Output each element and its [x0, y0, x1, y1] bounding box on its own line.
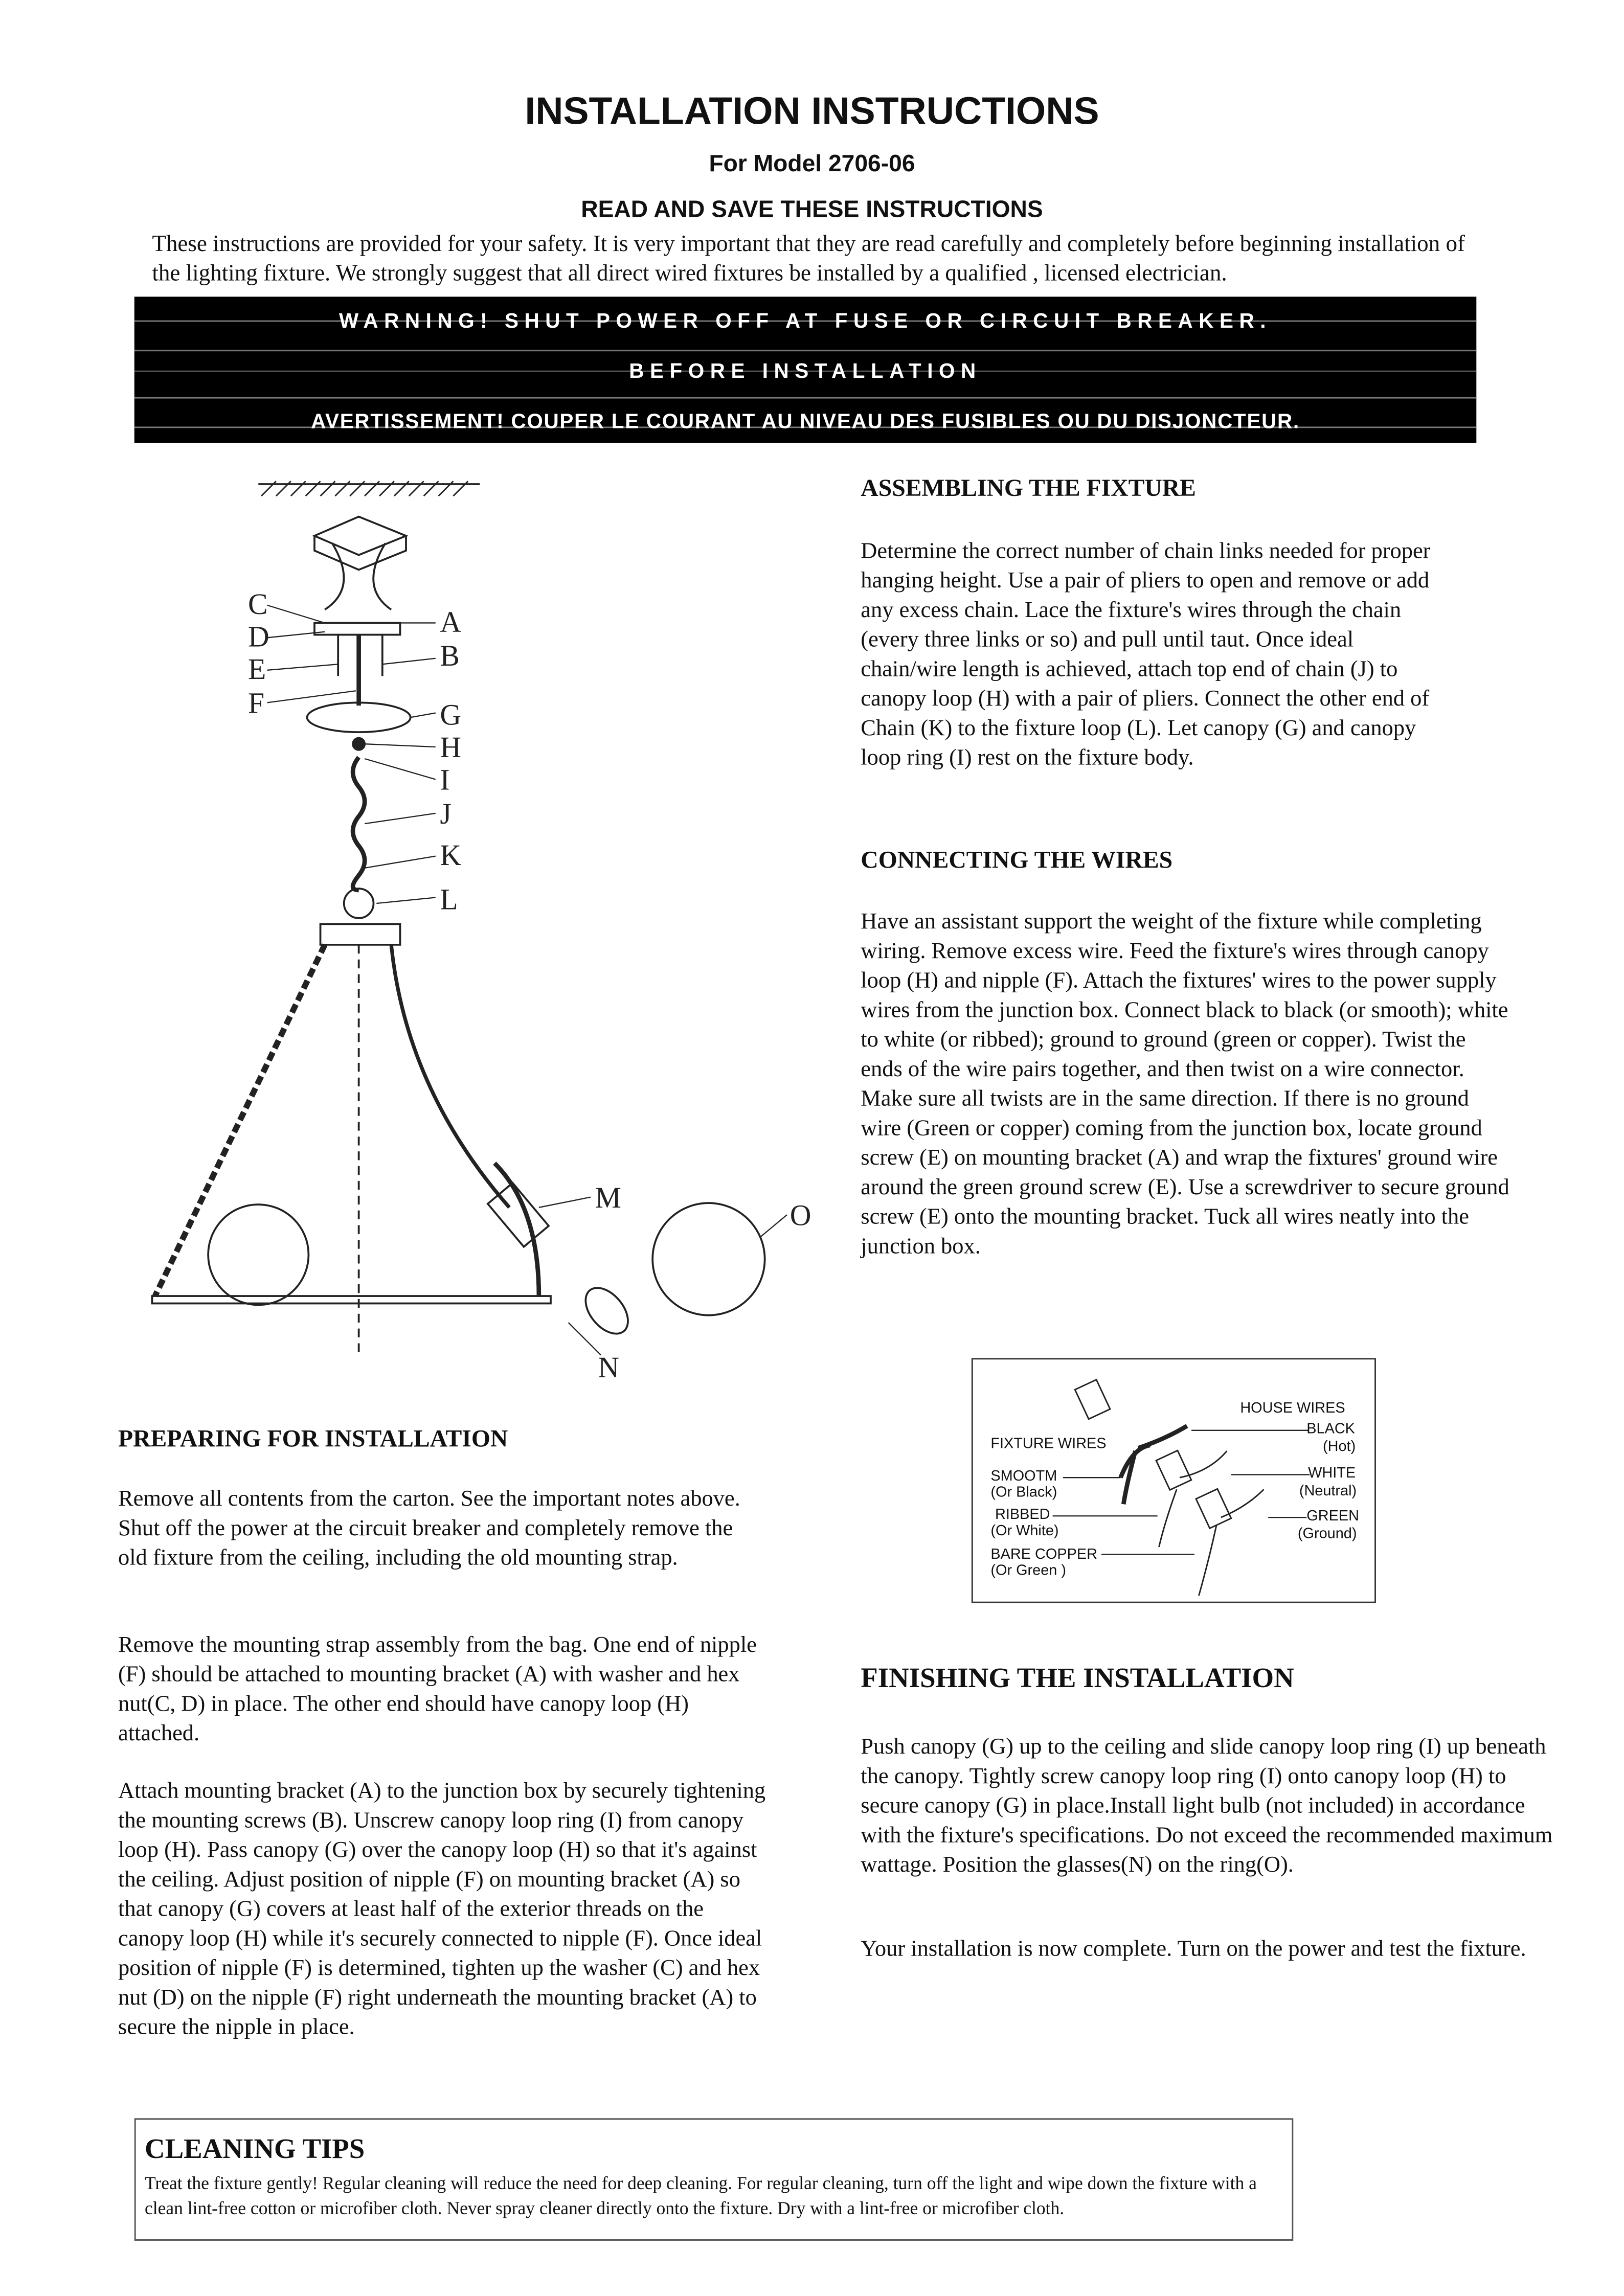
black-label: BLACK [1306, 1421, 1355, 1438]
finishing-heading: FINISHING THE INSTALLATION [861, 1663, 1294, 1695]
or-white-label: (Or White) [990, 1523, 1059, 1540]
fixture-wires-label: FIXTURE WIRES [990, 1436, 1107, 1453]
smooth-label: SMOOTM [990, 1468, 1057, 1485]
warning-banner [134, 297, 1477, 443]
svg-text:B: B [440, 640, 460, 673]
bare-copper-label: BARE COPPER [990, 1547, 1097, 1563]
svg-text:N: N [598, 1351, 620, 1384]
hot-label: (Hot) [1323, 1439, 1356, 1456]
svg-text:J: J [440, 798, 452, 831]
or-green-label: (Or Green ) [990, 1563, 1066, 1580]
warning-line-1: WARNING! SHUT POWER OFF AT FUSE OR CIRCUIT BREAKER. [339, 308, 1272, 332]
ribbed-label: RIBBED [995, 1507, 1050, 1524]
cleaning-text: Treat the fixture gently! Regular cleaning will reduce the need for deep cleaning. For regular cleaning, turn off the light and wipe down the fixture with a clean lint-free cotton or microfiber cloth. Never spray cleaner directly onto the fixture. Dry with a lint-free or microfiber cloth. [144, 2173, 1257, 2219]
finishing-text-1: Push canopy (G) up to the ceiling and slide canopy loop ring (I) up beneath the canopy. Tightly screw canopy loop ring (I) onto canopy loop (H) to secure canopy (G) in place.Install light bulb (not included) in accordance with the fixture's specifications. Do not exceed the recommended maximum wattage. Position the glasses(N) on the ring(O). [861, 1734, 1553, 1878]
ground-label: (Ground) [1297, 1526, 1357, 1543]
connecting-heading: CONNECTING THE WIRES [861, 846, 1173, 874]
intro-text: These instructions are provided for your safety. It is very important that they are read carefully and completely before beginning installation of the lighting fixture. We strongly suggest that all direct wired fixtures be installed by a qualified , licensed electrician. [152, 232, 1465, 287]
svg-text:K: K [440, 839, 462, 872]
cleaning-tips-box [134, 2118, 1294, 2241]
preparing-text-3: Attach mounting bracket (A) to the junction box by securely tightening the mounting screws (B). Unscrew canopy loop ring (I) from canopy loop (H). Pass canopy (G) over the canopy loop (H) so that it's against the ceiling. Adjust position of nipple (F) on mounting bracket (A) so that canopy (G) covers at least half of the exterior threads on the canopy loop (H) while it's securely connected to nipple (F). Once ideal position of nipple (F) is determined, tighten up the washer (C) and hex nut (D) on the nipple (F) right underneath the mounting bracket (A) to secure the nipple in place. [118, 1779, 766, 2040]
glass-shade [208, 1204, 308, 1305]
svg-text:F: F [248, 687, 265, 720]
model-subtitle: For Model 2706-06 [709, 152, 915, 177]
svg-text:A: A [440, 606, 462, 639]
warning-line-2: BEFORE INSTALLATION [629, 358, 982, 382]
assembling-heading: ASSEMBLING THE FIXTURE [861, 473, 1196, 502]
read-save-heading: READ AND SAVE THESE INSTRUCTIONS [581, 197, 1043, 223]
svg-text:E: E [248, 653, 266, 686]
cleaning-heading: CLEANING TIPS [144, 2134, 365, 2166]
svg-text:I: I [440, 764, 450, 797]
finishing-text-2: Your installation is now complete. Turn on the power and test the fixture. [861, 1937, 1526, 1962]
white-label: WHITE [1308, 1466, 1356, 1482]
fixture-exploded-diagram [140, 469, 834, 1392]
neutral-label: (Neutral) [1299, 1483, 1357, 1500]
wiring-diagram [972, 1358, 1376, 1603]
canopy [307, 702, 411, 732]
connecting-text: Have an assistant support the weight of the fixture while completing wiring. Remove excess wire. Feed the fixture's wires through canopy loop (H) and nipple (F). Attach the fixtures' wires to the power supply wires from the junction box. Connect black to black (or smooth); white to white (or ribbed); ground to ground (green or copper). Twist the ends of the wire pairs together, and then twist on a wire connector. Make sure all twists are in the same direction. If there is no ground wire (Green or copper) coming from the junction box, locate ground screw (E) on mounting bracket (A) and wrap the fixtures' ground wire around the green ground screw (E). Use a screwdriver to secure ground screw (E) onto the mounting bracket. Tuck all wires neatly into the junction box. [861, 909, 1509, 1259]
svg-text:M: M [595, 1181, 621, 1214]
warning-line-3: AVERTISSEMENT! COUPER LE COURANT AU NIVEAU DES FUSIBLES OU DU DISJONCTEUR. [311, 408, 1300, 433]
house-wires-label: HOUSE WIRES [1240, 1401, 1345, 1417]
or-black-label: (Or Black) [990, 1485, 1057, 1502]
svg-text:D: D [248, 621, 269, 653]
chain [353, 757, 365, 890]
mounting-bracket [314, 517, 406, 570]
green-label: GREEN [1306, 1508, 1359, 1525]
svg-text:O: O [790, 1199, 811, 1232]
svg-text:H: H [440, 732, 462, 764]
assembling-text: Determine the correct number of chain links needed for proper hanging height. Use a pair of pliers to open and remove or add any excess chain. Lace the fixture's wires through the chain (every three links or so) and pull until taut. Once ideal chain/wire length is achieved, attach top end of chain (J) to canopy loop (H) with a pair of pliers. Connect the other end of Chain (K) to the fixture loop (L). Let canopy (G) and canopy loop ring (I) rest on the fixture body. [861, 538, 1431, 771]
svg-text:L: L [440, 883, 458, 916]
preparing-heading: PREPARING FOR INSTALLATION [118, 1424, 508, 1453]
svg-text:G: G [440, 699, 462, 732]
page-title: INSTALLATION INSTRUCTIONS [525, 88, 1099, 133]
preparing-text-2: Remove the mounting strap assembly from the bag. One end of nipple (F) should be attached to mounting bracket (A) with washer and hex nut(C, D) in place. The other end should have canopy loop (H) attached. [118, 1632, 757, 1746]
svg-text:C: C [248, 588, 268, 621]
glass-globe [652, 1203, 764, 1315]
preparing-text-1: Remove all contents from the carton. See the important notes above. Shut off the power at the circuit breaker and completely remove the old fixture from the ceiling, including the old mounting strap. [118, 1486, 740, 1571]
